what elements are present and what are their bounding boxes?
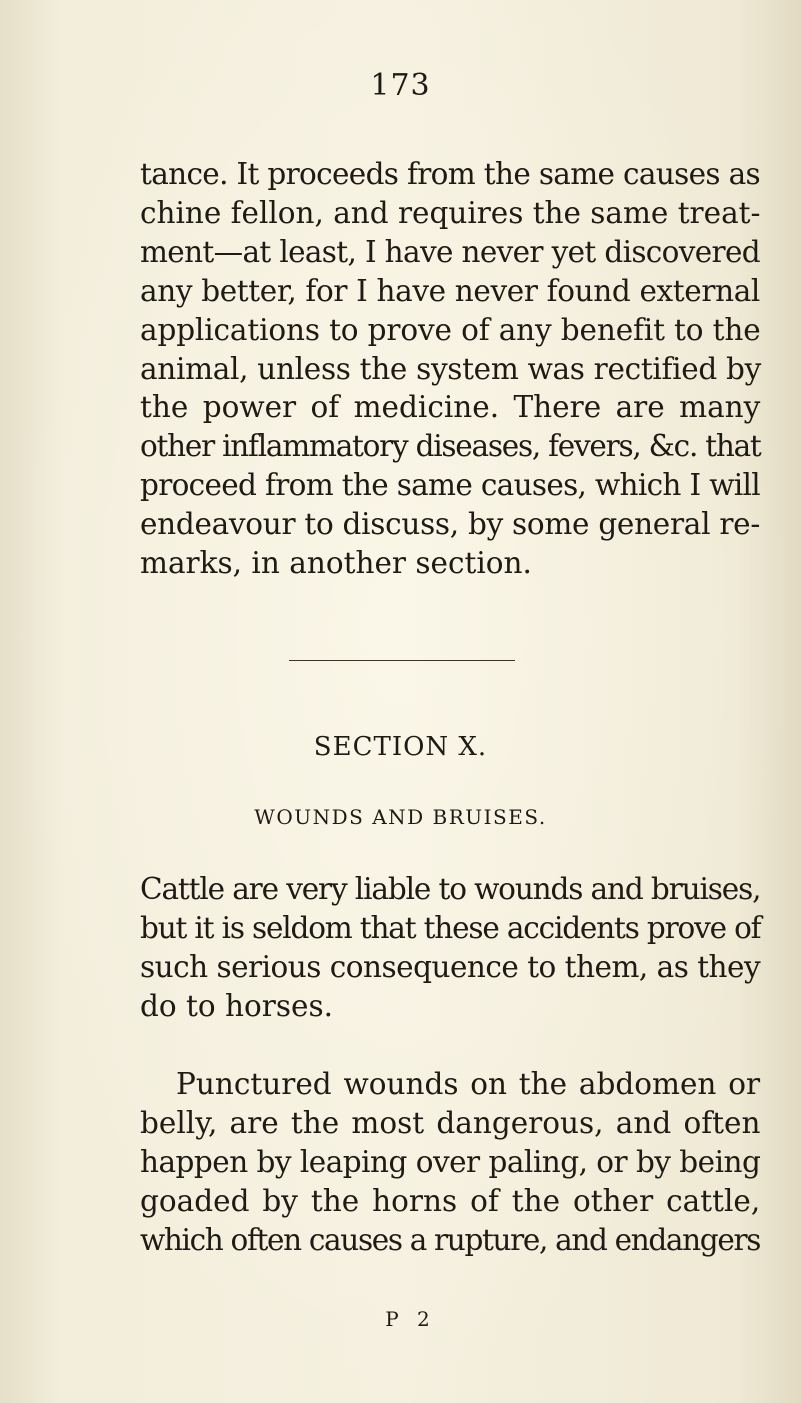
text-line: marks, in another section. (140, 546, 532, 581)
text-line: goaded by the horns of the other cattle, (140, 1183, 761, 1218)
text-line: which often causes a rupture, and endangers (140, 1222, 760, 1257)
text-line: animal, unless the system was rectified by (140, 351, 761, 386)
section-heading: SECTION X. (313, 732, 488, 762)
text-line: applications to prove of any benefit to the (140, 312, 761, 347)
text-line: chine fellon, and requires the same treat- (140, 195, 761, 230)
text-line: other inflammatory diseases, fevers, &c. that (140, 429, 761, 464)
text-line: ment—at least, I have never yet discovered (140, 234, 760, 269)
page-number: 173 (370, 68, 431, 103)
text-line: happen by leaping over paling, or by being (140, 1144, 761, 1179)
text-line: belly, are the most dangerous, and often (140, 1105, 761, 1140)
text-line: Cattle are very liable to wounds and bruises, (140, 872, 761, 906)
section-divider-rule (289, 660, 515, 661)
text-line: but it is seldom that these accidents prove of (140, 910, 761, 945)
paragraph-punctured-wounds (140, 1065, 760, 1260)
text-line: such serious consequence to them, as they (140, 949, 761, 984)
text-line: do to horses. (140, 988, 333, 1023)
paragraph-continuation (140, 155, 760, 583)
text-line: Punctured wounds on the abdomen or (176, 1067, 761, 1101)
text-line: proceed from the same causes, which I will (140, 468, 760, 503)
section-subheading: WOUNDS AND BRUISES. (254, 805, 547, 829)
text-line: tance. It proceeds from the same causes as (140, 157, 760, 191)
paragraph-section-intro (140, 870, 760, 1026)
text-line: any better, for I have never found external (140, 273, 760, 308)
text-line: endeavour to discuss, by some general re- (140, 507, 760, 542)
signature-mark: P 2 (385, 1307, 436, 1331)
text-line: the power of medicine. There are many (140, 390, 761, 425)
